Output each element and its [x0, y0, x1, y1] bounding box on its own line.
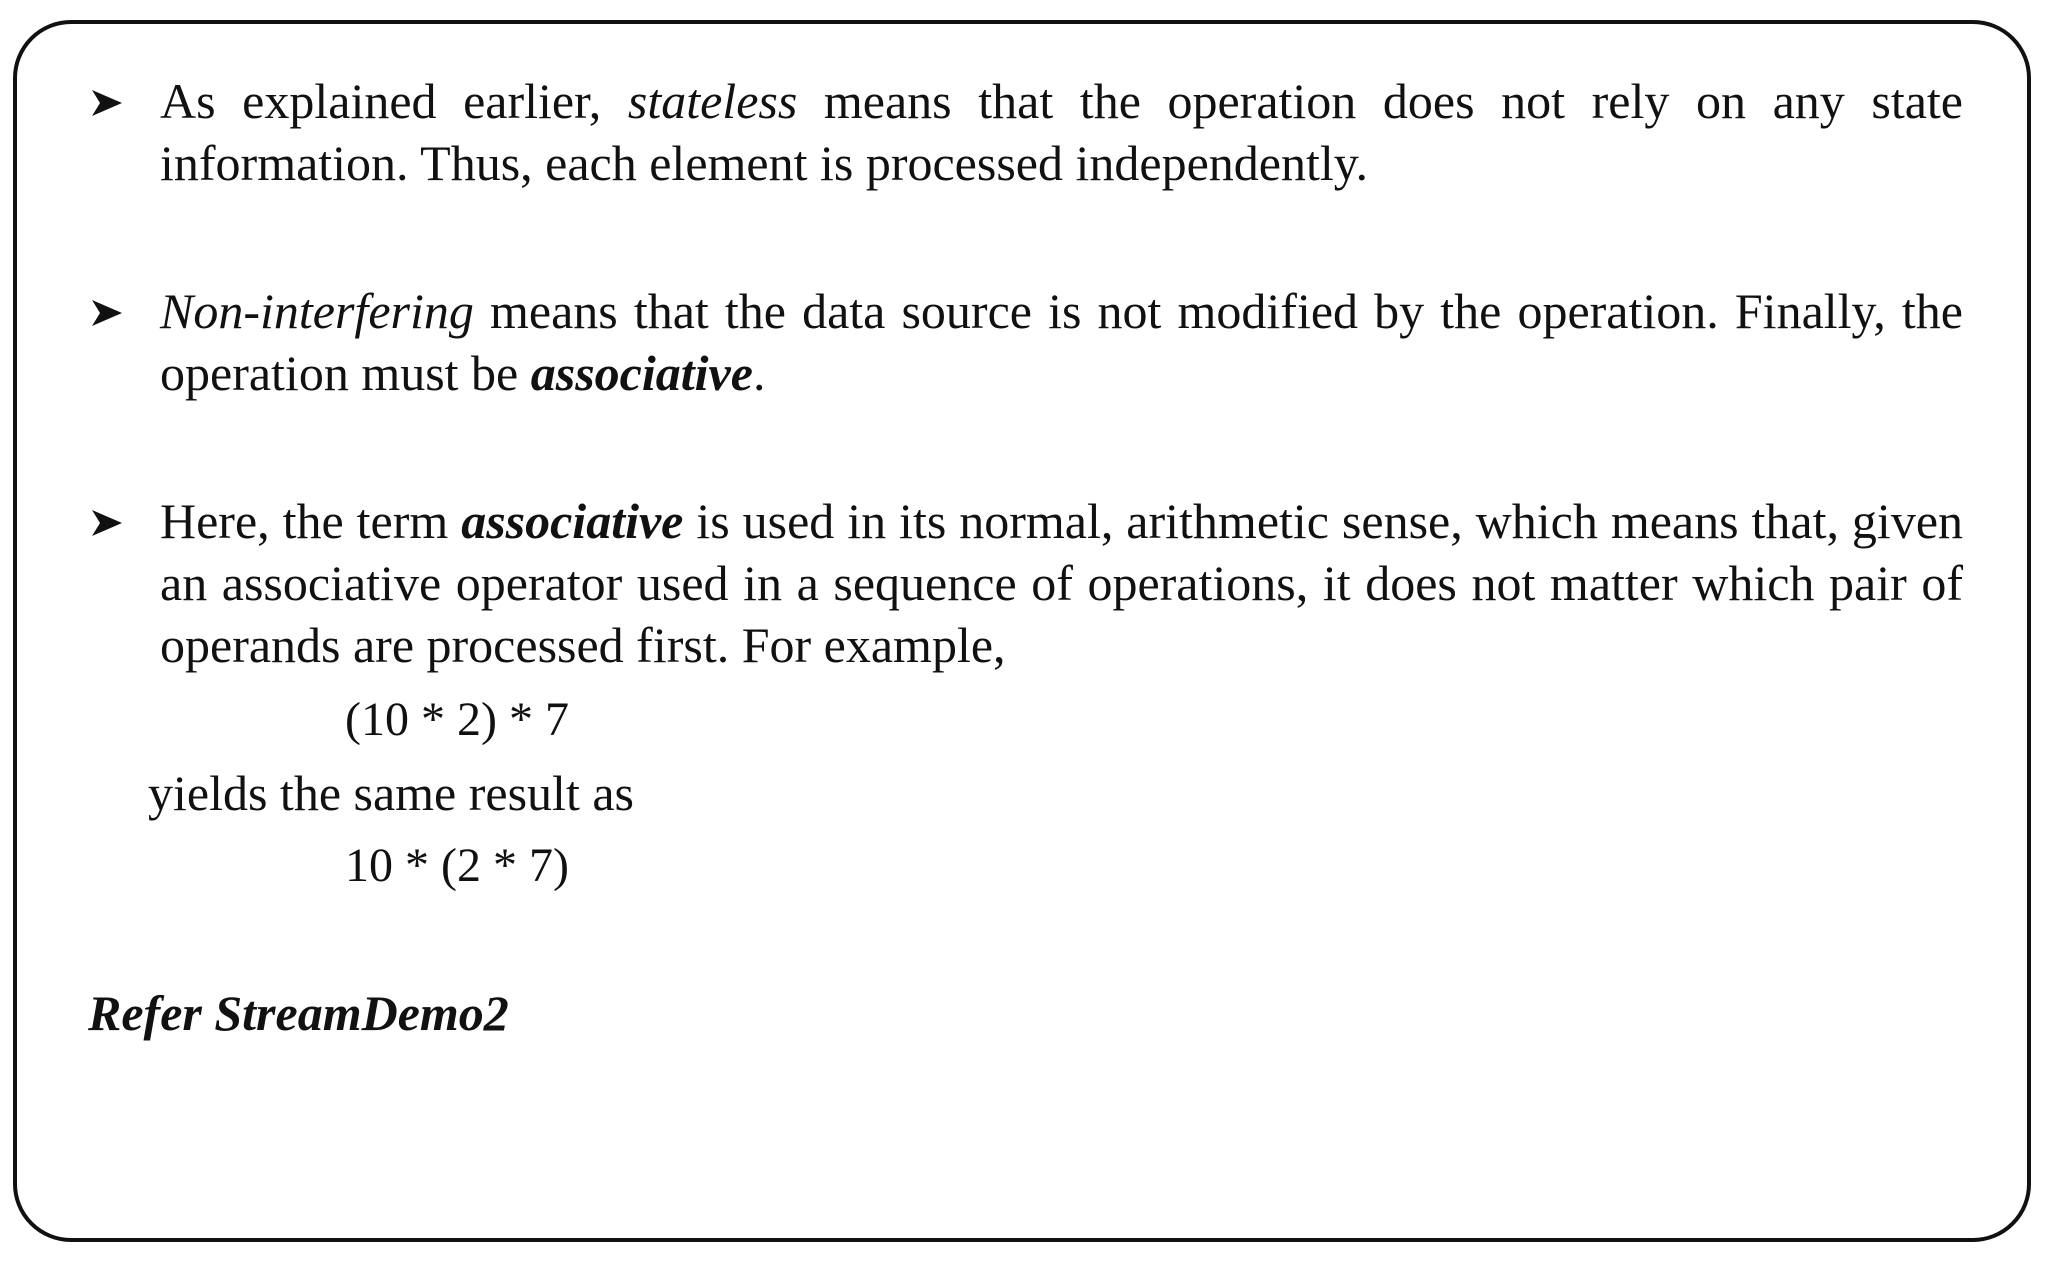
- bullet-2-term-associative: associative: [530, 345, 753, 401]
- bullet-2-segment-4: .: [752, 345, 766, 401]
- bullet-1-segment-3: means that the operation does not rely on any state information. Thus, each element is processed independently.: [160, 73, 1963, 191]
- bullet-3-term-associative: associative: [461, 493, 684, 549]
- bullet-2-segment-2: means that the data source is not modified by the operation. Finally, the operation must be: [160, 283, 1963, 401]
- bullet-text-2: [160, 280, 1963, 404]
- bullet-text-3: [160, 490, 1963, 676]
- example-connector-text: yields the same result as: [148, 765, 634, 821]
- bullet-3-segment-1: Here, the term: [160, 493, 462, 549]
- example-expression-1: (10 * 2) * 7: [345, 693, 569, 746]
- refer-note: Refer StreamDemo2: [88, 985, 509, 1041]
- arrowhead-bullet-icon: [90, 508, 124, 538]
- bullet-1-term-stateless: stateless: [627, 73, 798, 129]
- bullet-3-segment-3: is used in its normal, arithmetic sense, which means that, given an associative operator used in a sequence of operations, it does not matter which pair of operands are processed first. For example,: [160, 493, 1964, 673]
- bullet-2-term-non-interfering: Non-interfering: [160, 283, 474, 339]
- bullet-1-segment-1: As explained earlier,: [160, 73, 628, 129]
- arrowhead-bullet-icon: [90, 88, 124, 118]
- example-expression-2: 10 * (2 * 7): [345, 839, 569, 892]
- arrowhead-bullet-icon: [90, 298, 124, 328]
- bullet-text-1: [160, 70, 1963, 194]
